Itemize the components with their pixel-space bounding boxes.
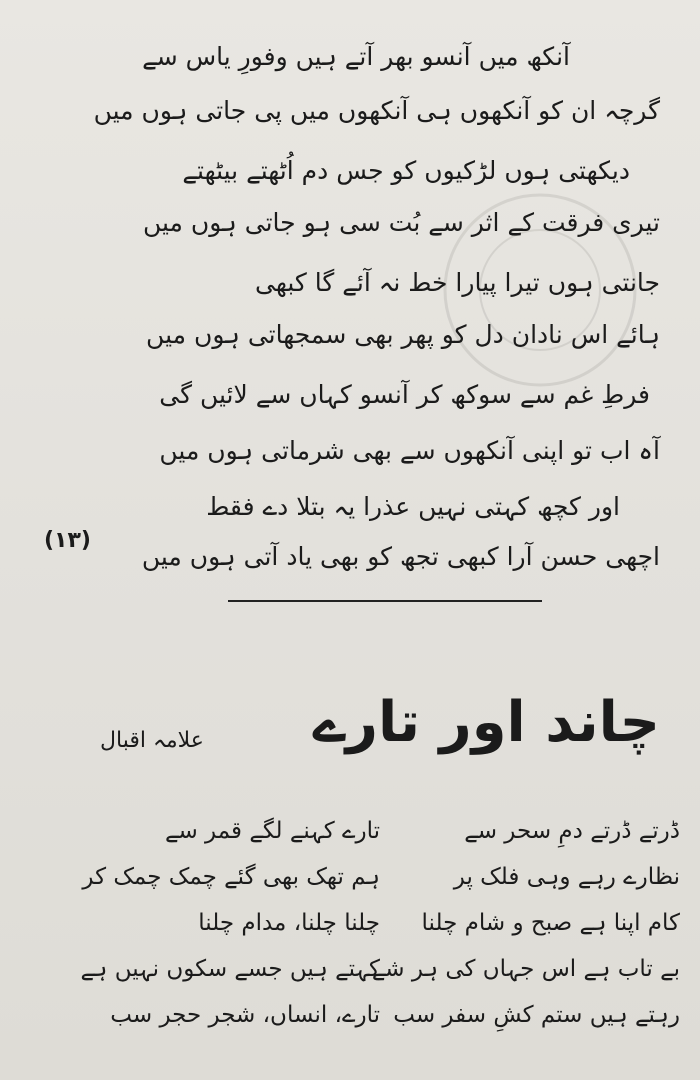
ghazal-line-10: اچھی حسن آرا کبھی تجھ کو بھی یاد آتی ہوں میں [141, 542, 660, 571]
ghazal-line-5: جانتی ہوں تیرا پیارا خط نہ آئے گا کبھی [255, 268, 660, 297]
ghazal-line-8: آہ اب تو اپنی آنکھوں سے بھی شرماتی ہوں میں [159, 436, 660, 465]
section-divider [228, 600, 542, 602]
page-number: (۱۳) [44, 528, 91, 553]
poem-author: علامہ اقبال [100, 728, 204, 753]
poem-left-line-2: ہم تھک بھی گئے چمک چمک کر [82, 864, 380, 890]
poem-right-line-3: کام اپنا ہے صبح و شام چلنا [421, 910, 680, 936]
ghazal-line-1: آنکھ میں آنسو بھر آتے ہیں وفورِ یاس سے [142, 42, 570, 71]
poem-right-line-1: ڈرتے ڈرتے دمِ سحر سے [464, 818, 680, 844]
poem-left-line-1: تارے کہنے لگے قمر سے [165, 818, 380, 844]
poem-left-line-4: کہتے ہیں جسے سکوں نہیں ہے [80, 956, 380, 982]
ghazal-line-9: اور کچھ کہتی نہیں عذرا یہ بتلا دے فقط [206, 492, 620, 521]
ghazal-line-4: تیری فرقت کے اثر سے بُت سی ہو جاتی ہوں میں [142, 208, 660, 237]
ghazal-line-7: فرطِ غم سے سوکھ کر آنسو کہاں سے لائیں گی [159, 380, 650, 409]
poem-right-line-5: رہتے ہیں ستم کشِ سفر سب [393, 1002, 680, 1028]
poem-left-line-3: چلنا چلنا، مدام چلنا [198, 910, 380, 936]
ghazal-line-2: گرچہ ان کو آنکھوں ہی آنکھوں میں پی جاتی ہوں میں [93, 96, 660, 125]
poem-right-line-2: نظارے رہے وہی فلک پر [453, 864, 680, 890]
poem-left-line-5: تارے، انساں، شجر حجر سب [110, 1002, 380, 1028]
ghazal-line-3: دیکھتی ہوں لڑکیوں کو جس دم اُٹھتے بیٹھتے [182, 156, 630, 185]
ghazal-line-6: ہائے اس نادان دل کو پھر بھی سمجھاتی ہوں میں [146, 320, 660, 349]
poem-title: چاند اور تارے [312, 690, 660, 755]
poem-right-column [371, 808, 680, 1038]
poem-left-column [80, 808, 380, 1038]
poem-right-line-4: بے تاب ہے اس جہاں کی ہر شے [371, 956, 680, 982]
